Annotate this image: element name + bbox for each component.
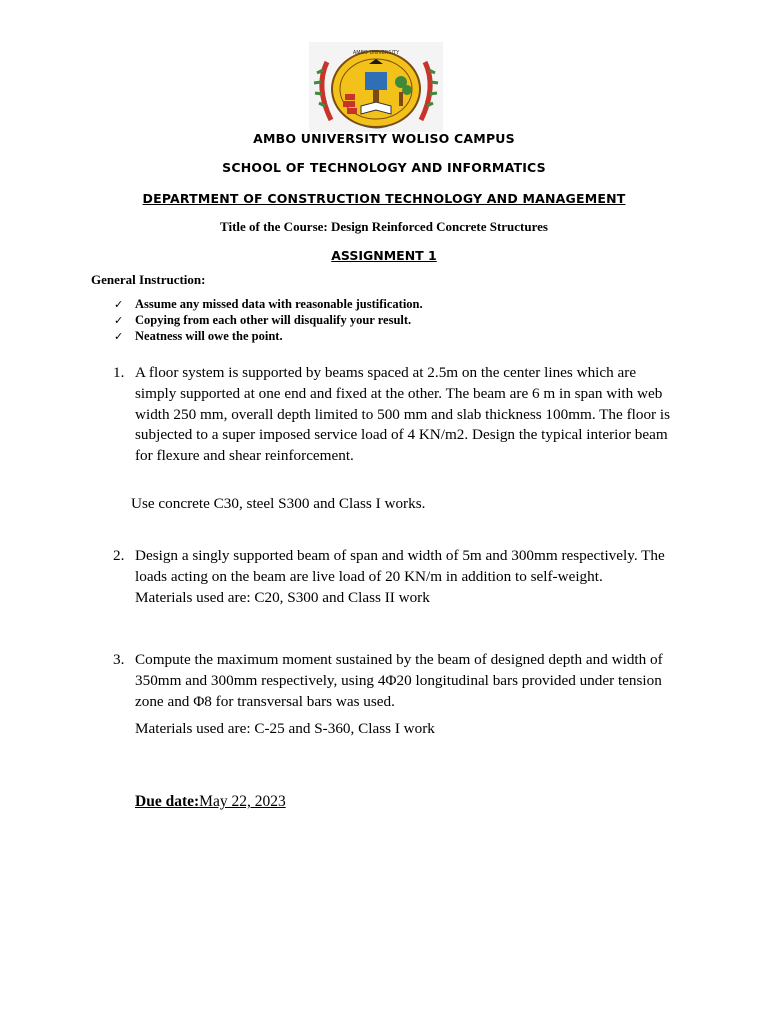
instruction-text: Neatness will owe the point. [135, 329, 283, 343]
question-3-materials: Materials used are: C-25 and S-360, Class I work [135, 720, 435, 737]
question-number: 1. [113, 364, 125, 381]
due-date-value: May 22, 2023 [199, 793, 286, 810]
question-text: Compute the maximum moment sustained by the beam of designed depth and width of 350mm and 300mm respectively, using 4Φ20 longitudinal bars provided under tension zone and Φ8 for transversal bars was used. [135, 651, 663, 710]
question-2-materials: Materials used are: C20, S300 and Class II work [135, 588, 430, 606]
list-item [114, 313, 423, 329]
list-item [114, 297, 423, 313]
question-number: 2. [113, 547, 125, 564]
university-name: AMBO UNIVERSITY WOLISO CAMPUS [253, 131, 515, 146]
check-icon: ✓ [114, 330, 124, 343]
instruction-text: Assume any missed data with reasonable justification. [135, 297, 423, 311]
question-number: 3. [113, 651, 125, 668]
instruction-list [114, 297, 423, 345]
university-seal-icon [309, 42, 443, 132]
list-item [114, 329, 423, 345]
instruction-text: Copying from each other will disqualify your result. [135, 313, 412, 327]
svg-text:AMBO UNIVERSITY: AMBO UNIVERSITY [352, 50, 400, 56]
due-date [135, 793, 286, 811]
department-name [0, 191, 768, 206]
question-1-materials: Use concrete C30, steel S300 and Class I works. [131, 495, 426, 512]
question-text: Design a singly supported beam of span and width of 5m and 300mm respectively. The loads acting on the beam are live load of 20 KN/m in addition to self-weight. [135, 547, 665, 585]
question-text-block [135, 546, 680, 608]
check-icon: ✓ [114, 314, 124, 327]
assignment-title-text: ASSIGNMENT 1 [331, 248, 437, 263]
due-date-label: Due date: [135, 793, 200, 810]
question-text: A floor system is supported by beams spaced at 2.5m on the center lines which are simply supported at one end and fixed at the other. The beam are 6 m in span with web width 250 mm, overall depth limited to 500 mm and slab thickness 100mm. The floor is subjected to a super imposed service load of 4 KN/m2. Design the typical interior beam for flexure and shear reinforcement. [135, 364, 671, 465]
department-name-text: DEPARTMENT OF CONSTRUCTION TECHNOLOGY AND MANAGEMENT [142, 191, 626, 206]
course-title: Title of the Course: Design Reinforced Concrete Structures [220, 219, 548, 234]
assignment-title [0, 248, 768, 263]
general-instruction-heading: General Instruction: [91, 272, 206, 287]
check-icon: ✓ [114, 298, 124, 311]
school-name: SCHOOL OF TECHNOLOGY AND INFORMATICS [222, 160, 546, 175]
